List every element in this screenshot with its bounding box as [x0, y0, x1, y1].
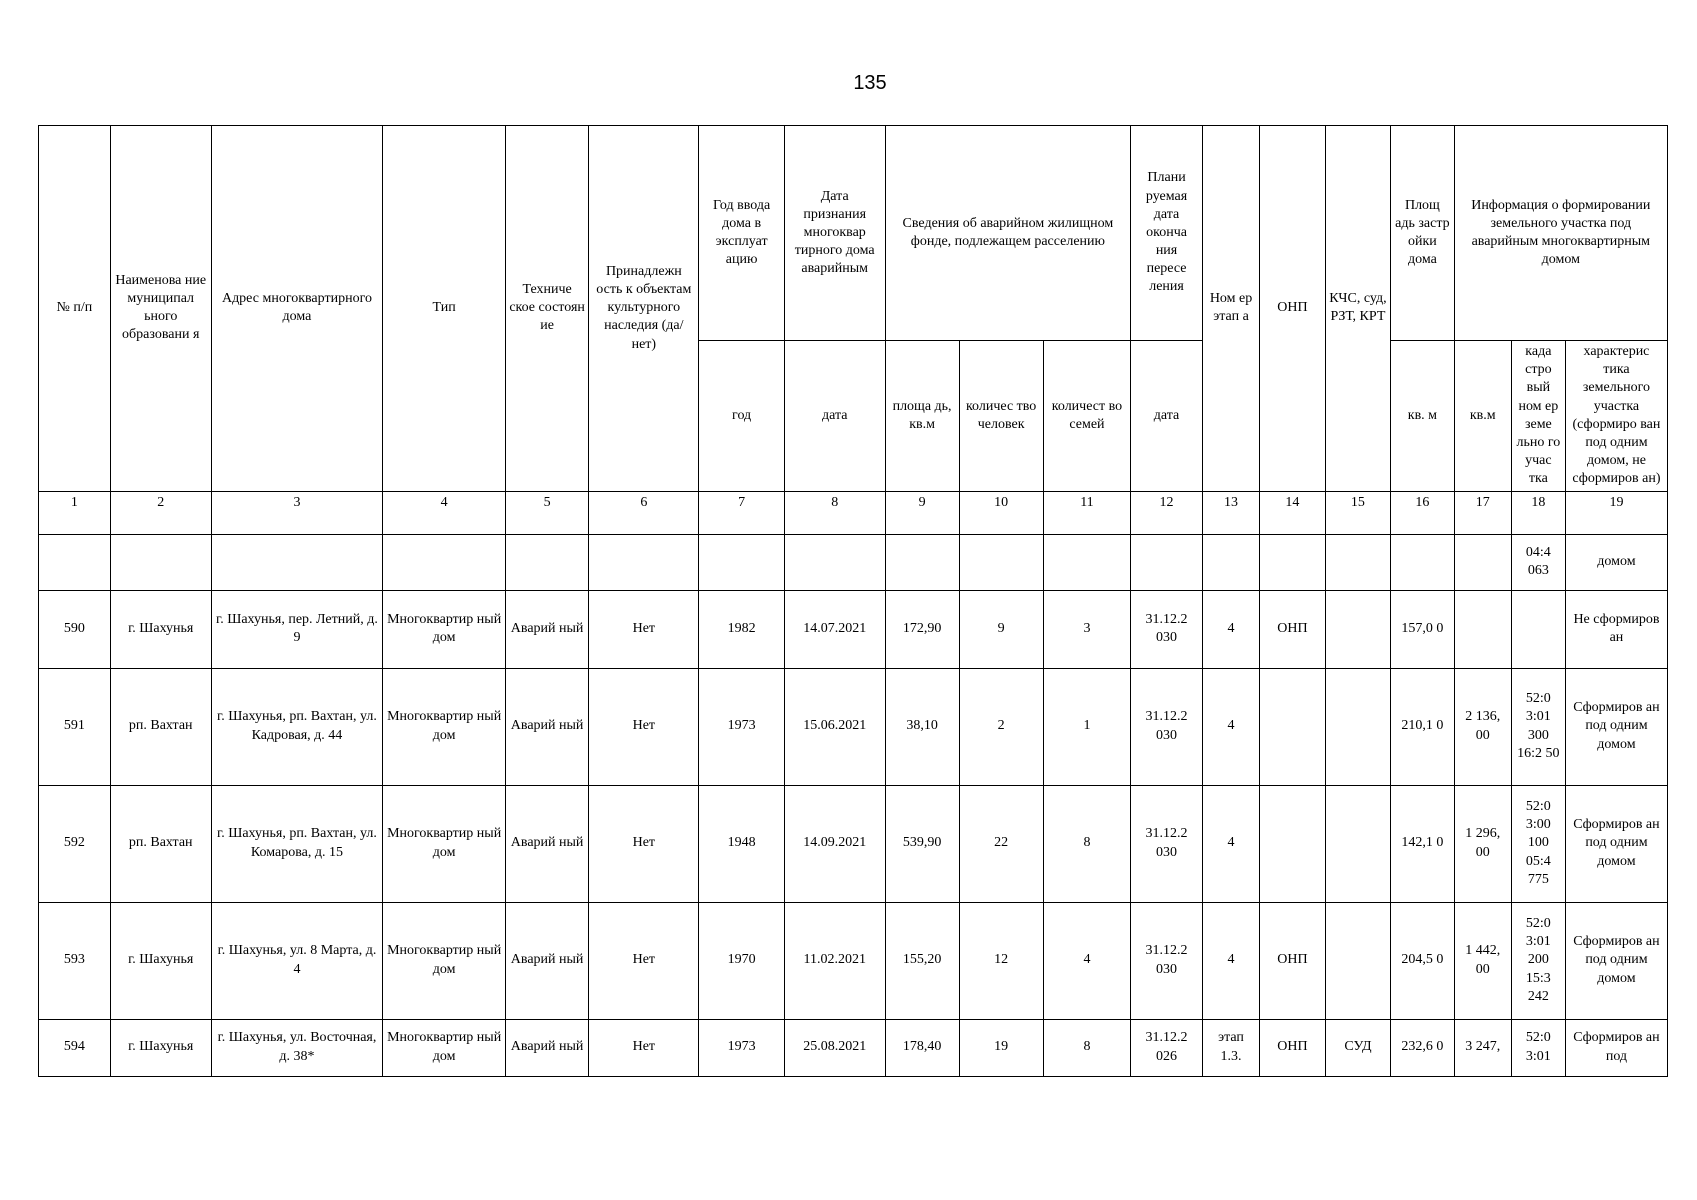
column-number: 4	[383, 491, 506, 534]
table-row	[39, 590, 1668, 668]
table-cell	[110, 534, 211, 590]
cell-planned: 31.12.2 030	[1131, 668, 1203, 785]
cell-year: 1973	[699, 668, 784, 785]
cell-stage: 4	[1202, 590, 1259, 668]
cell-land-area: 3 247,	[1454, 1019, 1511, 1076]
cell-state: Аварий ный	[506, 1019, 589, 1076]
cell-num: 593	[39, 902, 111, 1019]
cell-state: Аварий ный	[506, 902, 589, 1019]
table-cell	[506, 534, 589, 590]
cell-date: 14.07.2021	[784, 590, 885, 668]
table-cell	[1131, 534, 1203, 590]
cell-type: Многоквартир ный дом	[383, 668, 506, 785]
header-onp: ОНП	[1260, 126, 1326, 492]
column-number: 5	[506, 491, 589, 534]
column-numbers-row	[39, 491, 1668, 534]
table-cell	[1454, 534, 1511, 590]
continuation-cadastral: 04:4 063	[1511, 534, 1565, 590]
cell-municipality: г. Шахунья	[110, 902, 211, 1019]
column-number: 14	[1260, 491, 1326, 534]
cell-address: г. Шахунья, рп. Вахтан, ул. Комарова, д. 15	[211, 785, 383, 902]
header-emergency-info: Сведения об аварийном жилищном фонде, подлежащем расселению	[885, 126, 1131, 341]
cell-planned: 31.12.2 030	[1131, 785, 1203, 902]
cell-people: 9	[959, 590, 1043, 668]
cell-municipality: рп. Вахтан	[110, 668, 211, 785]
column-number: 1	[39, 491, 111, 534]
column-number: 6	[589, 491, 699, 534]
cell-municipality: рп. Вахтан	[110, 785, 211, 902]
cell-heritage: Нет	[589, 902, 699, 1019]
header-build-area: Площ адь застр ойки дома	[1391, 126, 1454, 341]
cell-onp: ОНП	[1260, 1019, 1326, 1076]
table-row	[39, 1019, 1668, 1076]
cell-build-area: 210,1 0	[1391, 668, 1454, 785]
cell-build-area: 232,6 0	[1391, 1019, 1454, 1076]
cell-land-area: 2 136, 00	[1454, 668, 1511, 785]
table-cell	[1043, 534, 1130, 590]
column-number: 18	[1511, 491, 1565, 534]
subheader-build-area-unit: кв. м	[1391, 341, 1454, 492]
cell-municipality: г. Шахунья	[110, 590, 211, 668]
continuation-land-char: домом	[1565, 534, 1667, 590]
cell-kchs	[1325, 590, 1391, 668]
cell-address: г. Шахунья, ул. 8 Марта, д. 4	[211, 902, 383, 1019]
table-cell	[1260, 534, 1326, 590]
column-number: 13	[1202, 491, 1259, 534]
table-cell	[784, 534, 885, 590]
cell-families: 4	[1043, 902, 1130, 1019]
cell-families: 8	[1043, 1019, 1130, 1076]
cell-stage: 4	[1202, 902, 1259, 1019]
table-cell	[211, 534, 383, 590]
continuation-row	[39, 534, 1668, 590]
table-cell	[589, 534, 699, 590]
cell-area: 38,10	[885, 668, 959, 785]
cell-stage: 4	[1202, 785, 1259, 902]
header-kchs: КЧС, суд, РЗТ, КРТ	[1325, 126, 1391, 492]
cell-families: 1	[1043, 668, 1130, 785]
cell-stage: этап 1.3.	[1202, 1019, 1259, 1076]
cell-people: 19	[959, 1019, 1043, 1076]
page-number: 135	[853, 72, 887, 94]
column-number: 8	[784, 491, 885, 534]
cell-type: Многоквартир ный дом	[383, 902, 506, 1019]
cell-families: 3	[1043, 590, 1130, 668]
cell-num: 590	[39, 590, 111, 668]
header-row	[39, 126, 1668, 341]
cell-land-char: Сформиров ан под одним домом	[1565, 902, 1667, 1019]
cell-people: 12	[959, 902, 1043, 1019]
cell-area: 178,40	[885, 1019, 959, 1076]
column-number: 9	[885, 491, 959, 534]
cell-address: г. Шахунья, ул. Восточная, д. 38*	[211, 1019, 383, 1076]
cell-kchs	[1325, 902, 1391, 1019]
cell-municipality: г. Шахунья	[110, 1019, 211, 1076]
header-cadastral: када стро вый ном ер земе льно го учас тка	[1511, 341, 1565, 492]
table-row	[39, 668, 1668, 785]
subheader-families: количест во семей	[1043, 341, 1130, 492]
header-land-info: Информация о формировании земельного участка под аварийным многоквартирным домом	[1454, 126, 1667, 341]
cell-area: 539,90	[885, 785, 959, 902]
cell-planned: 31.12.2 030	[1131, 590, 1203, 668]
cell-num: 594	[39, 1019, 111, 1076]
column-number: 12	[1131, 491, 1203, 534]
header-municipality: Наименова ние муниципал ьного образовани я	[110, 126, 211, 492]
cell-date: 25.08.2021	[784, 1019, 885, 1076]
table-cell	[885, 534, 959, 590]
cell-state: Аварий ный	[506, 668, 589, 785]
cell-type: Многоквартир ный дом	[383, 1019, 506, 1076]
cell-heritage: Нет	[589, 785, 699, 902]
cell-planned: 31.12.2 026	[1131, 1019, 1203, 1076]
cell-area: 172,90	[885, 590, 959, 668]
subheader-date: дата	[784, 341, 885, 492]
header-tech-state: Техниче ское состоян ие	[506, 126, 589, 492]
header-year-built: Год ввода дома в эксплуат ацию	[699, 126, 784, 341]
subheader-year: год	[699, 341, 784, 492]
table-cell	[959, 534, 1043, 590]
header-num: № п/п	[39, 126, 111, 492]
subheader-people: количес тво человек	[959, 341, 1043, 492]
header-recognition-date: Дата признания многоквар тирного дома аварийным	[784, 126, 885, 341]
table-cell	[383, 534, 506, 590]
cell-onp	[1260, 668, 1326, 785]
table-row	[39, 785, 1668, 902]
cell-people: 2	[959, 668, 1043, 785]
cell-land-char: Сформиров ан под одним домом	[1565, 785, 1667, 902]
cell-build-area: 157,0 0	[1391, 590, 1454, 668]
emergency-housing-table	[38, 125, 1668, 1077]
cell-kchs	[1325, 668, 1391, 785]
cell-year: 1948	[699, 785, 784, 902]
cell-planned: 31.12.2 030	[1131, 902, 1203, 1019]
cell-address: г. Шахунья, рп. Вахтан, ул. Кадровая, д. 44	[211, 668, 383, 785]
cell-kchs	[1325, 785, 1391, 902]
cell-cadastral	[1511, 590, 1565, 668]
header-land-char: характерис тика земельного участка (сформиро ван под одним домом, не сформиров ан)	[1565, 341, 1667, 492]
cell-land-area	[1454, 590, 1511, 668]
table-cell	[699, 534, 784, 590]
column-number: 3	[211, 491, 383, 534]
cell-build-area: 204,5 0	[1391, 902, 1454, 1019]
cell-land-char: Не сформиров ан	[1565, 590, 1667, 668]
cell-date: 15.06.2021	[784, 668, 885, 785]
cell-year: 1982	[699, 590, 784, 668]
cell-address: г. Шахунья, пер. Летний, д. 9	[211, 590, 383, 668]
cell-land-char: Сформиров ан под	[1565, 1019, 1667, 1076]
table-cell	[1325, 534, 1391, 590]
cell-land-area: 1 296, 00	[1454, 785, 1511, 902]
cell-type: Многоквартир ный дом	[383, 590, 506, 668]
table-cell	[1391, 534, 1454, 590]
cell-cadastral: 52:0 3:01	[1511, 1019, 1565, 1076]
cell-num: 592	[39, 785, 111, 902]
cell-build-area: 142,1 0	[1391, 785, 1454, 902]
cell-area: 155,20	[885, 902, 959, 1019]
cell-type: Многоквартир ный дом	[383, 785, 506, 902]
subheader-land-area-unit: кв.м	[1454, 341, 1511, 492]
cell-onp	[1260, 785, 1326, 902]
column-number: 16	[1391, 491, 1454, 534]
header-type: Тип	[383, 126, 506, 492]
column-number: 11	[1043, 491, 1130, 534]
column-number: 10	[959, 491, 1043, 534]
subheader-area: площа дь, кв.м	[885, 341, 959, 492]
cell-date: 11.02.2021	[784, 902, 885, 1019]
cell-onp: ОНП	[1260, 902, 1326, 1019]
cell-num: 591	[39, 668, 111, 785]
cell-date: 14.09.2021	[784, 785, 885, 902]
subheader-planned-date: дата	[1131, 341, 1203, 492]
table-row	[39, 902, 1668, 1019]
cell-land-area: 1 442, 00	[1454, 902, 1511, 1019]
cell-state: Аварий ный	[506, 590, 589, 668]
cell-cadastral: 52:0 3:01 300 16:2 50	[1511, 668, 1565, 785]
cell-onp: ОНП	[1260, 590, 1326, 668]
cell-cadastral: 52:0 3:00 100 05:4 775	[1511, 785, 1565, 902]
cell-year: 1973	[699, 1019, 784, 1076]
column-number: 15	[1325, 491, 1391, 534]
column-number: 2	[110, 491, 211, 534]
cell-heritage: Нет	[589, 1019, 699, 1076]
column-number: 19	[1565, 491, 1667, 534]
table-cell	[1202, 534, 1259, 590]
header-heritage: Принадлежн ость к объектам культурного наследия (да/нет)	[589, 126, 699, 492]
cell-people: 22	[959, 785, 1043, 902]
cell-stage: 4	[1202, 668, 1259, 785]
column-number: 17	[1454, 491, 1511, 534]
cell-heritage: Нет	[589, 590, 699, 668]
header-address: Адрес многоквартирного дома	[211, 126, 383, 492]
header-stage: Ном ер этап а	[1202, 126, 1259, 492]
cell-land-char: Сформиров ан под одним домом	[1565, 668, 1667, 785]
cell-state: Аварий ный	[506, 785, 589, 902]
cell-kchs: СУД	[1325, 1019, 1391, 1076]
header-planned-date: Плани руемая дата оконча ния пересе ления	[1131, 126, 1203, 341]
table-cell	[39, 534, 111, 590]
column-number: 7	[699, 491, 784, 534]
cell-heritage: Нет	[589, 668, 699, 785]
cell-cadastral: 52:0 3:01 200 15:3 242	[1511, 902, 1565, 1019]
cell-year: 1970	[699, 902, 784, 1019]
cell-families: 8	[1043, 785, 1130, 902]
